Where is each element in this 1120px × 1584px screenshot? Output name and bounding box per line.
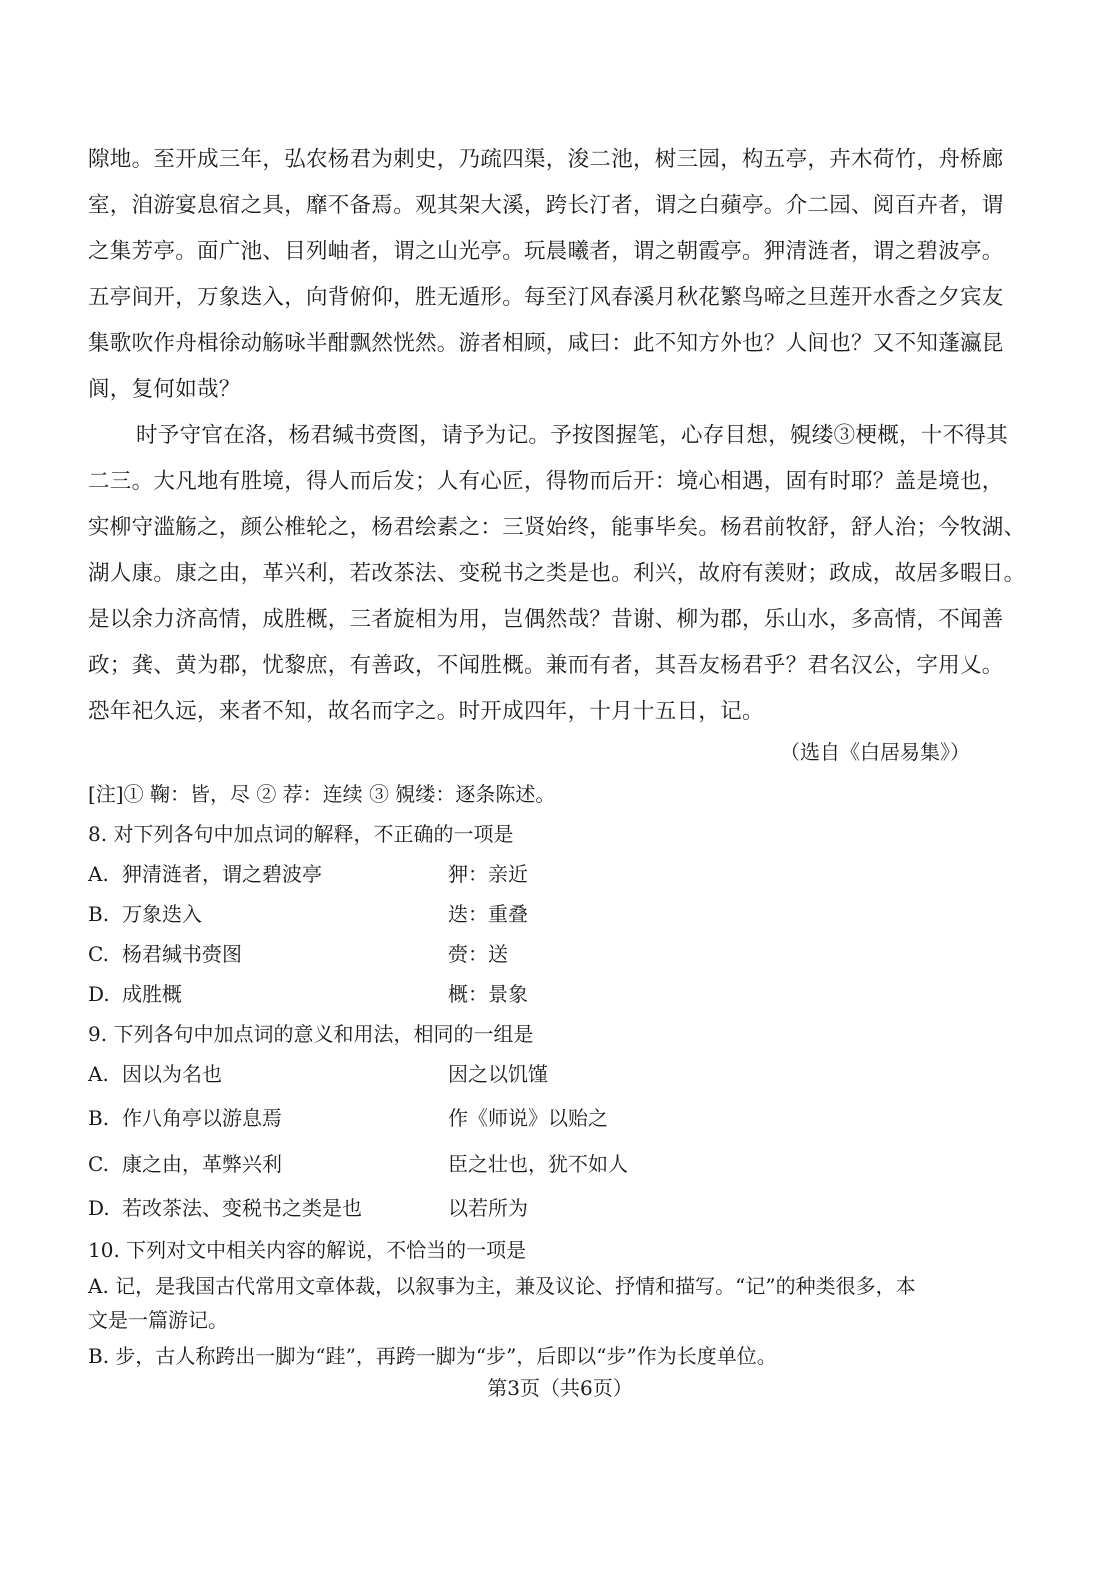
question-8-option-b[interactable] <box>88 898 528 927</box>
question-9-option-b[interactable] <box>88 1102 608 1131</box>
option-letter: B. <box>88 1106 110 1130</box>
option-explanation: 赍：送 <box>448 942 508 966</box>
option-text: 康之由，革弊兴利 <box>122 1152 282 1176</box>
passage-line: 隙地。至开成三年，弘农杨君为刺史，乃疏四渠，浚二池，树三园，构五亭，卉木荷竹，舟桥廊 <box>88 147 1004 172</box>
passage-line: 集歌吹作舟楫徐动觞咏半酣飘然恍然。游者相顾，咸曰：此不知方外也？人间也？又不知蓬瀛昆 <box>88 331 1004 356</box>
option-letter: C. <box>88 1152 109 1176</box>
question-10-option-a[interactable]: A. 记，是我国古代常用文章体裁，以叙事为主，兼及议论、抒情和描写。“记”的种类很多，本 <box>88 1274 916 1298</box>
question-10-option-a-cont: 文是一篇游记。 <box>88 1308 228 1332</box>
option-text: 万象迭入 <box>122 902 202 926</box>
option-letter: A. <box>88 1062 109 1086</box>
passage-line: 阆，复何如哉？ <box>88 377 241 402</box>
annotation-note: [注]① 鞠：皆，尽 ② 荐：连续 ③ 覙缕：逐条陈述。 <box>88 782 556 806</box>
question-10-option-b[interactable]: B. 步，古人称跨出一脚为“跬”，再跨一脚为“步”，后即以“步”作为长度单位。 <box>88 1344 777 1368</box>
option-explanation: 概：景象 <box>448 982 528 1006</box>
passage-line: 二三。大凡地有胜境，得人而后发；人有心匠，得物而后开：境心相遇，固有时耶？盖是境也， <box>88 469 1004 494</box>
option-letter: B. <box>88 902 110 926</box>
option-explanation: 迭：重叠 <box>448 902 528 926</box>
page-number: 第3页（共6页） <box>487 1376 633 1400</box>
option-letter: D. <box>88 1196 110 1220</box>
question-8-option-c[interactable] <box>88 938 508 967</box>
passage-line: 实柳守滥觞之，颜公椎轮之，杨君绘素之：三贤始终，能事毕矣。杨君前牧舒，舒人治；今牧湖、 <box>88 515 1026 540</box>
option-compare: 作《师说》以贻之 <box>448 1106 608 1130</box>
passage-line: 之集芳亭。面广池、目列岫者，谓之山光亭。玩晨曦者，谓之朝霞亭。狎清涟者，谓之碧波亭。 <box>88 239 1004 264</box>
passage-source: （选自《白居易集》） <box>780 740 970 764</box>
option-text: 因以为名也 <box>122 1062 222 1086</box>
option-letter: D. <box>88 982 110 1006</box>
question-8-option-a[interactable] <box>88 858 528 887</box>
option-compare: 因之以饥馑 <box>448 1062 548 1086</box>
option-letter: A. <box>88 862 109 886</box>
option-text: 若改茶法、变税书之类是也 <box>122 1196 362 1220</box>
passage-line: 五亭间开，万象迭入，向背俯仰，胜无遁形。每至汀风春溪月秋花繁鸟啼之旦莲开水香之夕宾友 <box>88 285 1004 310</box>
question-9-option-d[interactable] <box>88 1192 528 1221</box>
passage-line: 时予守官在洛，杨君缄书赍图，请予为记。予按图握笔，心存目想，覙缕③梗概，十不得其 <box>136 423 1009 448</box>
passage-line: 是以余力济高情，成胜概，三者旋相为用，岂偶然哉？昔谢、柳为郡，乐山水，多高情，不闻善 <box>88 607 1004 632</box>
passage-line: 恐年祀久远，来者不知，故名而字之。时开成四年，十月十五日，记。 <box>88 699 764 724</box>
option-compare: 以若所为 <box>448 1196 528 1220</box>
question-9-stem: 9. 下列各句中加点词的意义和用法，相同的一组是 <box>88 1022 534 1046</box>
option-text: 成胜概 <box>122 982 182 1006</box>
question-8-stem: 8. 对下列各句中加点词的解释，不正确的一项是 <box>88 822 514 846</box>
question-9-option-c[interactable] <box>88 1148 628 1177</box>
option-compare: 臣之壮也，犹不如人 <box>448 1152 628 1176</box>
question-8-option-d[interactable] <box>88 978 528 1007</box>
question-10-stem: 10. 下列对文中相关内容的解说，不恰当的一项是 <box>88 1238 527 1262</box>
passage-line: 湖人康。康之由，革兴利，若改茶法、变税书之类是也。利兴，故府有羡财；政成，故居多暇日。 <box>88 561 1026 586</box>
question-9-option-a[interactable] <box>88 1058 548 1087</box>
passage-line: 政；龚、黄为郡，忧黎庶，有善政，不闻胜概。兼而有者，其吾友杨君乎？君名汉公，字用乂。 <box>88 653 1004 678</box>
option-explanation: 狎：亲近 <box>448 862 528 886</box>
option-text: 杨君缄书赍图 <box>122 942 242 966</box>
option-text: 狎清涟者，谓之碧波亭 <box>122 862 322 886</box>
option-text: 作八角亭以游息焉 <box>122 1106 282 1130</box>
passage-line: 室，洎游宴息宿之具，靡不备焉。观其架大溪，跨长汀者，谓之白蘋亭。介二园、阅百卉者，谓 <box>88 193 1004 218</box>
option-letter: C. <box>88 942 109 966</box>
